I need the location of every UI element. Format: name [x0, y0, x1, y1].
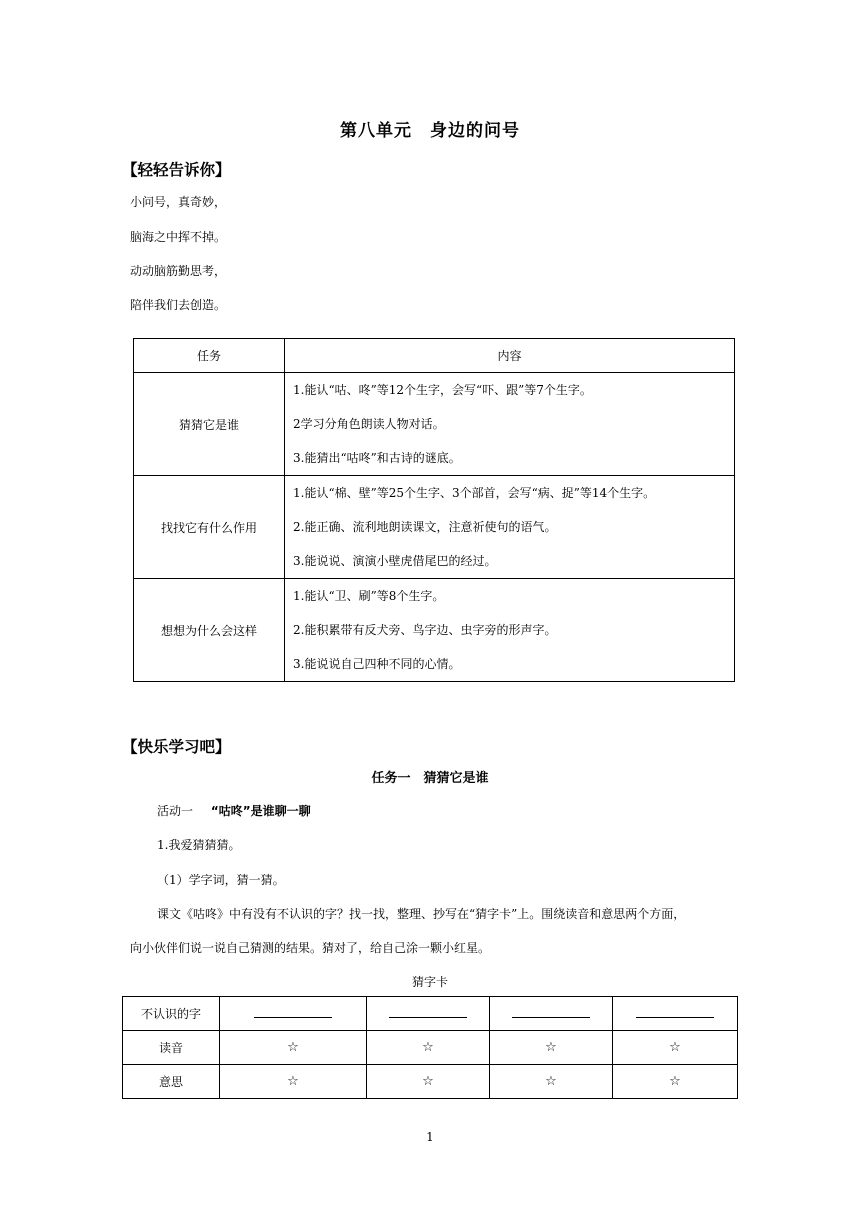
fill-blank[interactable]: [636, 1011, 714, 1018]
fill-blank[interactable]: [389, 1011, 467, 1018]
fill-blank[interactable]: [512, 1011, 590, 1018]
question-subitem: （1）学字词，猜一猜。: [157, 873, 285, 887]
star-icon[interactable]: ☆: [613, 1031, 738, 1065]
task-one-title: 任务一 猜猜它是谁: [371, 771, 489, 786]
row-label-unknown-char: 不认识的字: [123, 997, 220, 1031]
activity-title: “咕咚”是谁聊一聊: [210, 804, 311, 818]
page-title: 第八单元 身边的问号: [340, 121, 520, 141]
table-row: [123, 997, 738, 1031]
task-content: [285, 476, 735, 579]
content-item: 1.能认“卫、刷”等8个生字。: [293, 589, 445, 603]
question-item: 1.我爱猜猜猜。: [157, 838, 241, 852]
table-row: [123, 1065, 738, 1099]
section-heading-happy-learning: 【快乐学习吧】: [122, 738, 231, 756]
content-item: 2学习分角色朗读人物对话。: [293, 417, 445, 431]
poem-line: 小问号，真奇妙，: [130, 195, 227, 209]
task-table: [133, 338, 735, 682]
fill-blank[interactable]: [254, 1011, 332, 1018]
blank-cell[interactable]: [613, 997, 738, 1031]
task-content: [285, 579, 735, 682]
paragraph-line: 课文《咕咚》中有没有不认识的字？找一找，整理、抄写在“猜字卡”上。围绕读音和意思两个方面，: [157, 907, 686, 921]
table-header-row: [134, 339, 735, 373]
table-row: [134, 476, 735, 579]
activity-label: 活动一: [157, 804, 194, 818]
poem-line: 陪伴我们去创造。: [130, 298, 227, 312]
content-item: 3.能说说、演演小壁虎借尾巴的经过。: [293, 554, 497, 568]
header-content: 内容: [285, 339, 735, 373]
page-number: 1: [426, 1130, 434, 1144]
guess-card-table: [122, 996, 738, 1099]
star-icon[interactable]: ☆: [490, 1031, 613, 1065]
star-icon[interactable]: ☆: [613, 1065, 738, 1099]
star-icon[interactable]: ☆: [367, 1065, 490, 1099]
table-row: [123, 1031, 738, 1065]
content-item: 2.能正确、流利地朗读课文，注意祈使句的语气。: [293, 520, 557, 534]
content-item: 2.能积累带有反犬旁、鸟字边、虫字旁的形声字。: [293, 623, 557, 637]
table-row: [134, 373, 735, 476]
blank-cell[interactable]: [367, 997, 490, 1031]
content-item: 3.能说说自己四种不同的心情。: [293, 657, 461, 671]
guess-card-caption: 猜字卡: [411, 975, 448, 989]
task-name: 猜猜它是谁: [134, 373, 285, 476]
content-item: 3.能猜出“咕咚”和古诗的谜底。: [293, 451, 461, 465]
poem-line: 动动脑筋勤思考，: [130, 264, 227, 278]
star-icon[interactable]: ☆: [220, 1031, 367, 1065]
blank-cell[interactable]: [490, 997, 613, 1031]
poem-line: 脑海之中挥不掉。: [130, 230, 227, 244]
activity-heading: [157, 802, 311, 819]
content-item: 1.能认“咕、咚”等12个生字，会写“吓、跟”等7个生字。: [293, 383, 592, 397]
star-icon[interactable]: ☆: [367, 1031, 490, 1065]
task-name: 想想为什么会这样: [134, 579, 285, 682]
content-item: 1.能认“棉、壁”等25个生字、3个部首，会写“病、捉”等14个生字。: [293, 486, 656, 500]
blank-cell[interactable]: [220, 997, 367, 1031]
row-label-meaning: 意思: [123, 1065, 220, 1099]
header-task: 任务: [134, 339, 285, 373]
task-name: 找找它有什么作用: [134, 476, 285, 579]
row-label-pronunciation: 读音: [123, 1031, 220, 1065]
star-icon[interactable]: ☆: [490, 1065, 613, 1099]
star-icon[interactable]: ☆: [220, 1065, 367, 1099]
section-heading-tell-you: 【轻轻告诉你】: [122, 161, 231, 179]
task-content: [285, 373, 735, 476]
paragraph-line: 向小伙伴们说一说自己猜测的结果。猜对了，给自己涂一颗小红星。: [130, 941, 491, 955]
table-row: [134, 579, 735, 682]
